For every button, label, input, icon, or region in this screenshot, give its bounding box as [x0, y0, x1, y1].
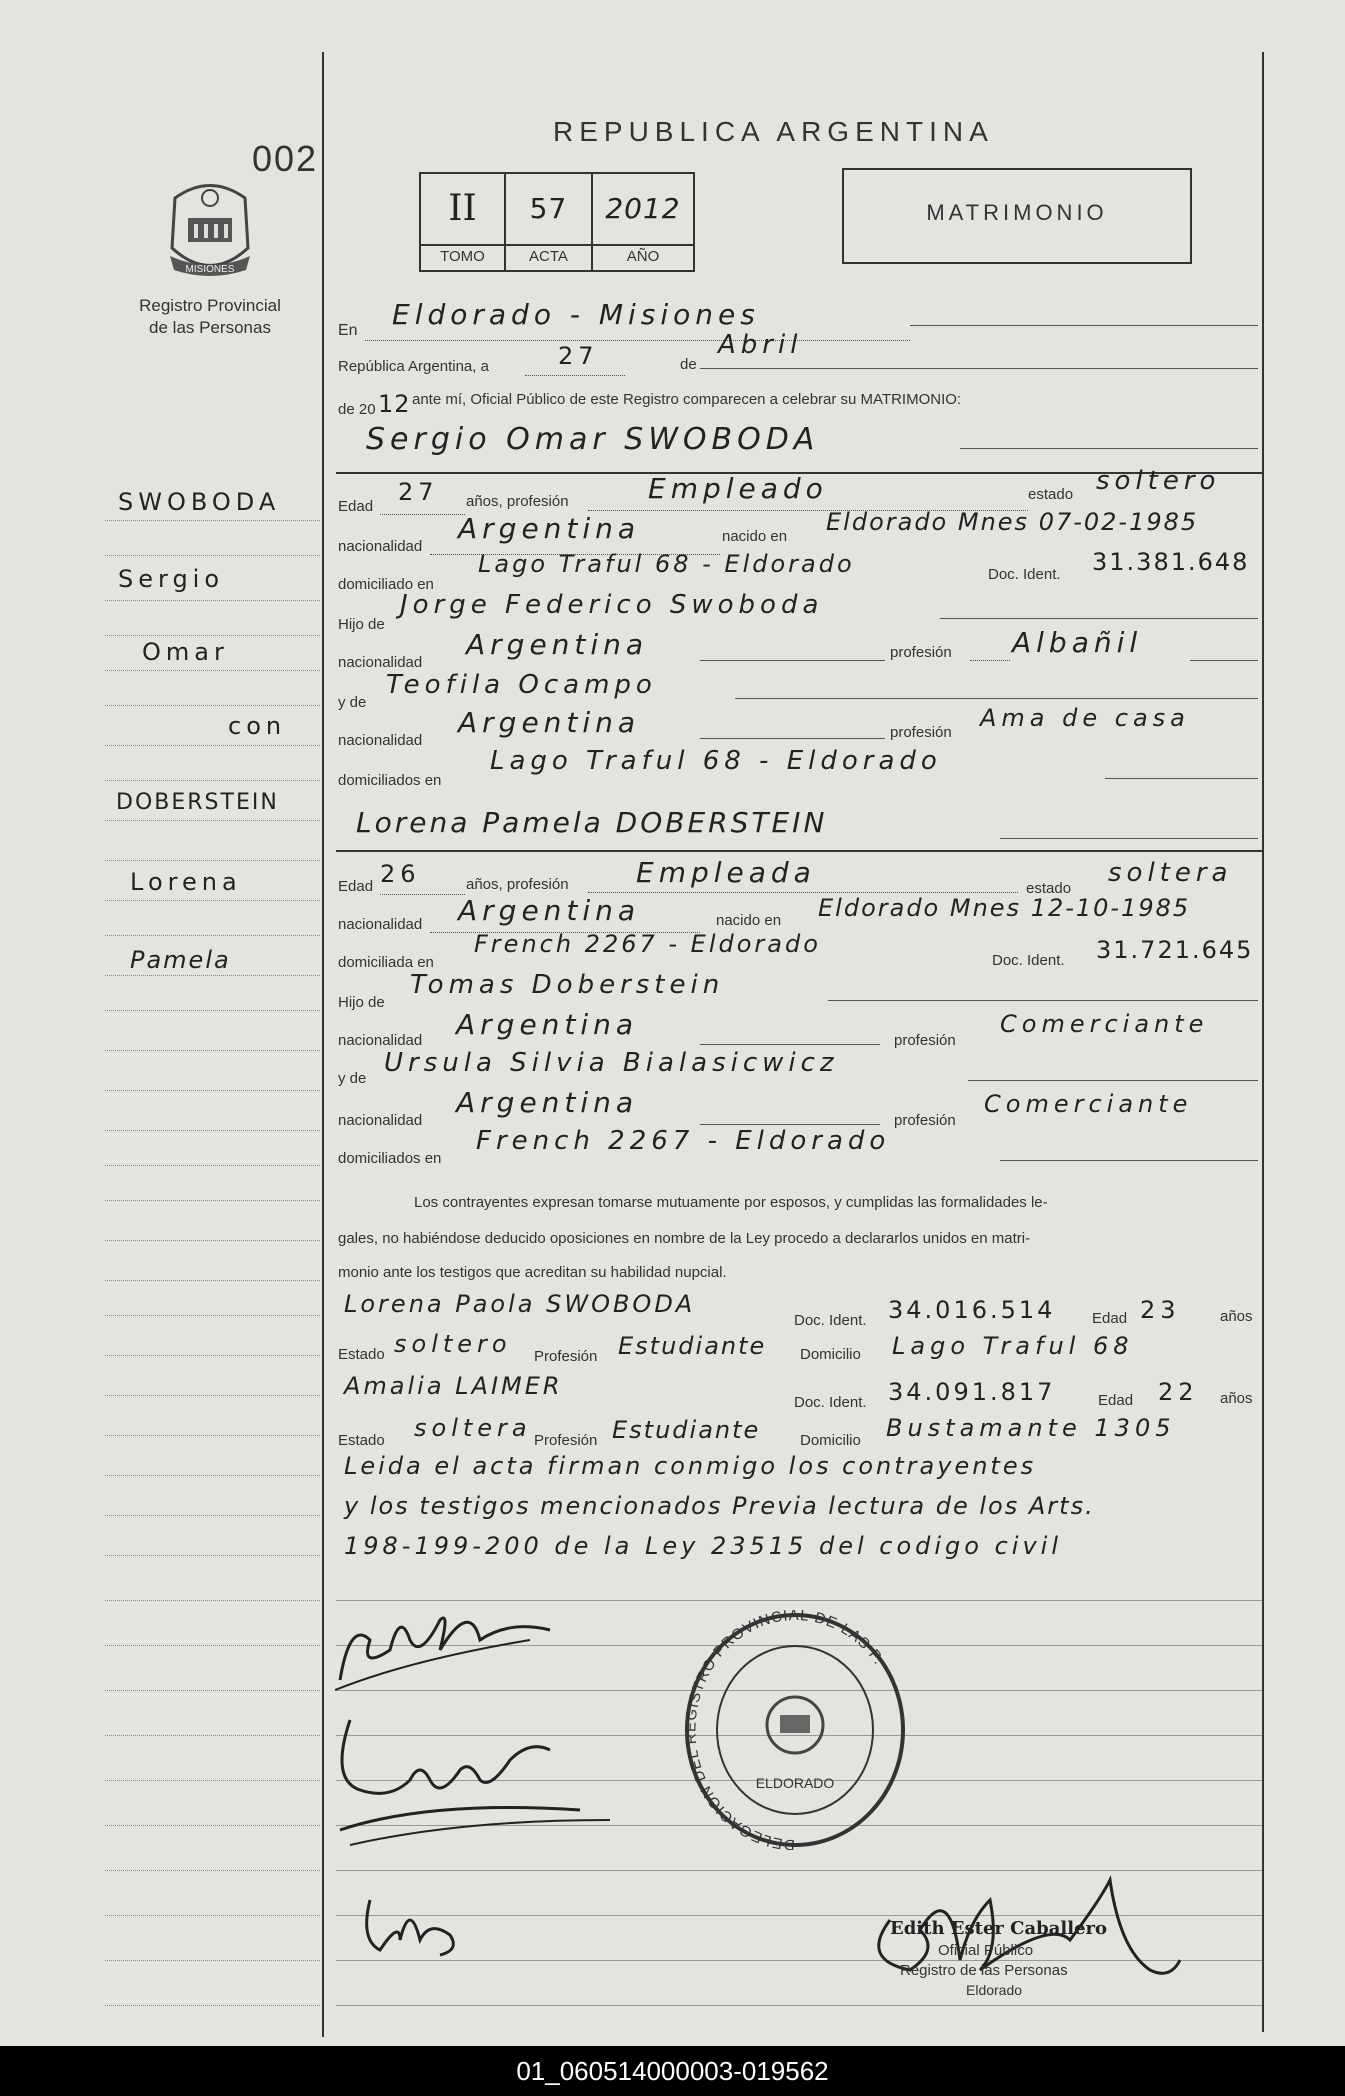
groom-profession: Empleado: [648, 472, 828, 505]
closing-note: y los testigos mencionados Previa lectura de los Arts.: [344, 1492, 1095, 1520]
acta-value: 57: [529, 192, 568, 225]
label-edad: Edad: [338, 498, 374, 515]
label-nacionalidad: nacionalidad: [338, 538, 423, 555]
right-rule: [1262, 52, 1264, 2032]
witness-1-status: soltero: [394, 1330, 512, 1358]
label-profesion: profesión: [894, 1112, 956, 1129]
witness-label-profesion: Profesión: [534, 1432, 598, 1449]
month: Abril: [718, 330, 803, 360]
witness-1-name: Lorena Paola SWOBODA: [344, 1290, 696, 1318]
label-nacionalidad: nacionalidad: [338, 654, 423, 671]
witness-2-profession: Estudiante: [612, 1416, 761, 1444]
label-republica: República Argentina, a: [338, 358, 489, 375]
bride-age: 26: [380, 860, 421, 888]
groom-mother: Teofila Ocampo: [386, 670, 657, 700]
label-nacionalidad: nacionalidad: [338, 732, 423, 749]
bride-full-name: Lorena Pamela DOBERSTEIN: [356, 806, 828, 839]
groom-father-profession: Albañil: [1012, 626, 1143, 659]
bride-parents-address: French 2267 - Eldorado: [476, 1126, 891, 1156]
witness-2-address: Bustamante 1305: [886, 1414, 1176, 1442]
groom-father-nationality: Argentina: [466, 628, 649, 661]
bride-profession: Empleada: [636, 856, 816, 889]
witness-label-profesion: Profesión: [534, 1348, 598, 1365]
witness-label-estado: Estado: [338, 1346, 385, 1363]
bride-doc: 31.721.645: [1096, 936, 1254, 964]
registry-name-line2: de las Personas: [149, 318, 271, 337]
label-nacido-en: nacido en: [716, 912, 782, 929]
groom-mother-nationality: Argentina: [458, 706, 641, 739]
ano-value: 2012: [605, 192, 681, 225]
witness-label-anos: años: [1220, 1308, 1253, 1325]
label-anos-profesion: años, profesión: [466, 493, 569, 510]
country-title: REPUBLICA ARGENTINA: [553, 116, 994, 147]
margin-note: Lorena: [130, 868, 242, 896]
record-box: [419, 172, 695, 272]
groom-age: 27: [398, 478, 439, 506]
margin-note: Sergio: [118, 565, 225, 593]
acta-label: ACTA: [529, 248, 568, 265]
groom-parents-address: Lago Traful 68 - Eldorado: [490, 746, 942, 776]
label-de: de: [680, 356, 697, 373]
declaration-line3: monio ante los testigos que acreditan su habilidad nupcial.: [338, 1264, 727, 1281]
label-nacionalidad: nacionalidad: [338, 1032, 423, 1049]
witness-2-age: 22: [1158, 1378, 1199, 1406]
logo-text: MISIONES: [185, 264, 235, 275]
label-anos-profesion: años, profesión: [466, 876, 569, 893]
label-nacionalidad: nacionalidad: [338, 1112, 423, 1129]
label-edad: Edad: [338, 878, 374, 895]
witness-2-status: soltera: [414, 1414, 532, 1442]
label-nacido-en: nacido en: [722, 528, 788, 545]
official-town: Eldorado: [966, 1982, 1023, 1998]
tomo-label: TOMO: [440, 248, 485, 265]
margin-note: con: [228, 712, 287, 740]
stamp-ring-text: DELEGACION DEL REGISTRO PROVINCIAL DE LAS P.: [682, 1610, 888, 1850]
witness-label-edad: Edad: [1092, 1310, 1128, 1327]
witness-1-doc: 34.016.514: [888, 1296, 1056, 1324]
closing-note: 198-199-200 de la Ley 23515 del codigo civil: [344, 1532, 1062, 1560]
witness-2-name: Amalia LAIMER: [344, 1372, 563, 1400]
label-hijo-de: Hijo de: [338, 616, 385, 633]
label-domiciliados-en: domiciliados en: [338, 1150, 442, 1167]
witness-label-edad: Edad: [1098, 1392, 1134, 1409]
bride-mother-profession: Comerciante: [984, 1090, 1193, 1118]
witness-2-doc: 34.091.817: [888, 1378, 1056, 1406]
signature-bride: [330, 1700, 630, 1850]
margin-note: DOBERSTEIN: [116, 790, 279, 815]
intro-statement: ante mí, Oficial Público de este Registro comparecen a celebrar su MATRIMONIO:: [412, 391, 962, 408]
bride-father: Tomas Doberstein: [410, 970, 725, 1000]
witness-1-age: 23: [1140, 1296, 1181, 1324]
label-doc-ident: Doc. Ident.: [992, 952, 1065, 969]
document-type-box: [842, 168, 1192, 264]
margin-rule: [322, 52, 324, 2037]
label-nacionalidad: nacionalidad: [338, 916, 423, 933]
declaration-line1: Los contrayentes expresan tomarse mutuamente por esposos, y cumplidas las formalidades le-: [414, 1194, 1048, 1211]
registry-name-line1: Registro Provincial: [139, 296, 281, 315]
groom-marital-status: soltero: [1096, 466, 1221, 496]
witness-1-address: Lago Traful 68: [892, 1332, 1134, 1360]
stamp-town: ELDORADO: [755, 1775, 835, 1791]
witness-label-doc: Doc. Ident.: [794, 1394, 867, 1411]
groom-mother-profession: Ama de casa: [980, 704, 1190, 732]
official-round-stamp: [680, 1610, 910, 1850]
label-doc-ident: Doc. Ident.: [988, 566, 1061, 583]
bride-father-profession: Comerciante: [1000, 1010, 1209, 1038]
label-estado: estado: [1028, 486, 1074, 503]
bride-born-in: Eldorado Mnes 12-10-1985: [818, 894, 1191, 922]
label-domiciliados-en: domiciliados en: [338, 772, 442, 789]
bride-mother-nationality: Argentina: [456, 1086, 639, 1119]
label-domiciliada-en: domiciliada en: [338, 954, 434, 971]
bride-address: French 2267 - Eldorado: [474, 930, 821, 958]
witness-1-profession: Estudiante: [618, 1332, 767, 1360]
year-suffix: 12: [378, 390, 411, 418]
label-estado: estado: [1026, 880, 1072, 897]
groom-born-in: Eldorado Mnes 07-02-1985: [826, 508, 1199, 536]
groom-full-name: Sergio Omar SWOBODA: [366, 422, 820, 457]
label-year-prefix: de 20: [338, 401, 376, 418]
document-type: MATRIMONIO: [926, 200, 1108, 225]
misiones-coat-of-arms-logo: [160, 178, 260, 283]
signature-witness: [360, 1880, 470, 1960]
label-y-de: y de: [338, 1070, 367, 1087]
label-domiciliado-en: domiciliado en: [338, 576, 434, 593]
groom-father: Jorge Federico Swoboda: [400, 590, 824, 620]
label-profesion: profesión: [890, 644, 952, 661]
groom-address: Lago Traful 68 - Eldorado: [478, 550, 855, 578]
closing-note: Leida el acta firman conmigo los contrayentes: [344, 1452, 1037, 1480]
witness-label-doc: Doc. Ident.: [794, 1312, 867, 1329]
bride-marital-status: soltera: [1108, 858, 1233, 888]
place: Eldorado - Misiones: [392, 298, 760, 331]
groom-doc: 31.381.648: [1092, 548, 1250, 576]
witness-label-domicilio: Domicilio: [800, 1432, 861, 1449]
page-number: 002: [252, 138, 319, 179]
tomo-value: II: [448, 188, 477, 229]
label-hijo-de: Hijo de: [338, 994, 385, 1011]
bride-father-nationality: Argentina: [456, 1008, 639, 1041]
witness-label-anos: años: [1220, 1390, 1253, 1407]
label-profesion: profesión: [890, 724, 952, 741]
label-profesion: profesión: [894, 1032, 956, 1049]
bride-nationality: Argentina: [458, 894, 641, 927]
witness-label-domicilio: Domicilio: [800, 1346, 861, 1363]
margin-note: SWOBODA: [118, 488, 281, 516]
groom-nationality: Argentina: [458, 512, 641, 545]
official-office: Registro de las Personas: [900, 1962, 1068, 1979]
label-y-de: y de: [338, 694, 367, 711]
bride-mother: Ursula Silvia Bialasicwicz: [384, 1048, 839, 1078]
margin-note: Pamela: [130, 946, 231, 974]
official-name: Edith Ester Caballero: [890, 1918, 1108, 1939]
official-title: Oficial Público: [938, 1942, 1034, 1959]
declaration-line2: gales, no habiéndose deducido oposiciones en nombre de la Ley procedo a declararlos unidos en matri-: [338, 1230, 1031, 1247]
signature-groom: [330, 1580, 570, 1700]
ano-label: AÑO: [626, 248, 660, 265]
image-code-footer: 01_060514000003-019562: [0, 2046, 1345, 2096]
day: 27: [558, 342, 599, 370]
margin-note: Omar: [142, 638, 229, 666]
witness-label-estado: Estado: [338, 1432, 385, 1449]
label-en: En: [338, 322, 358, 339]
